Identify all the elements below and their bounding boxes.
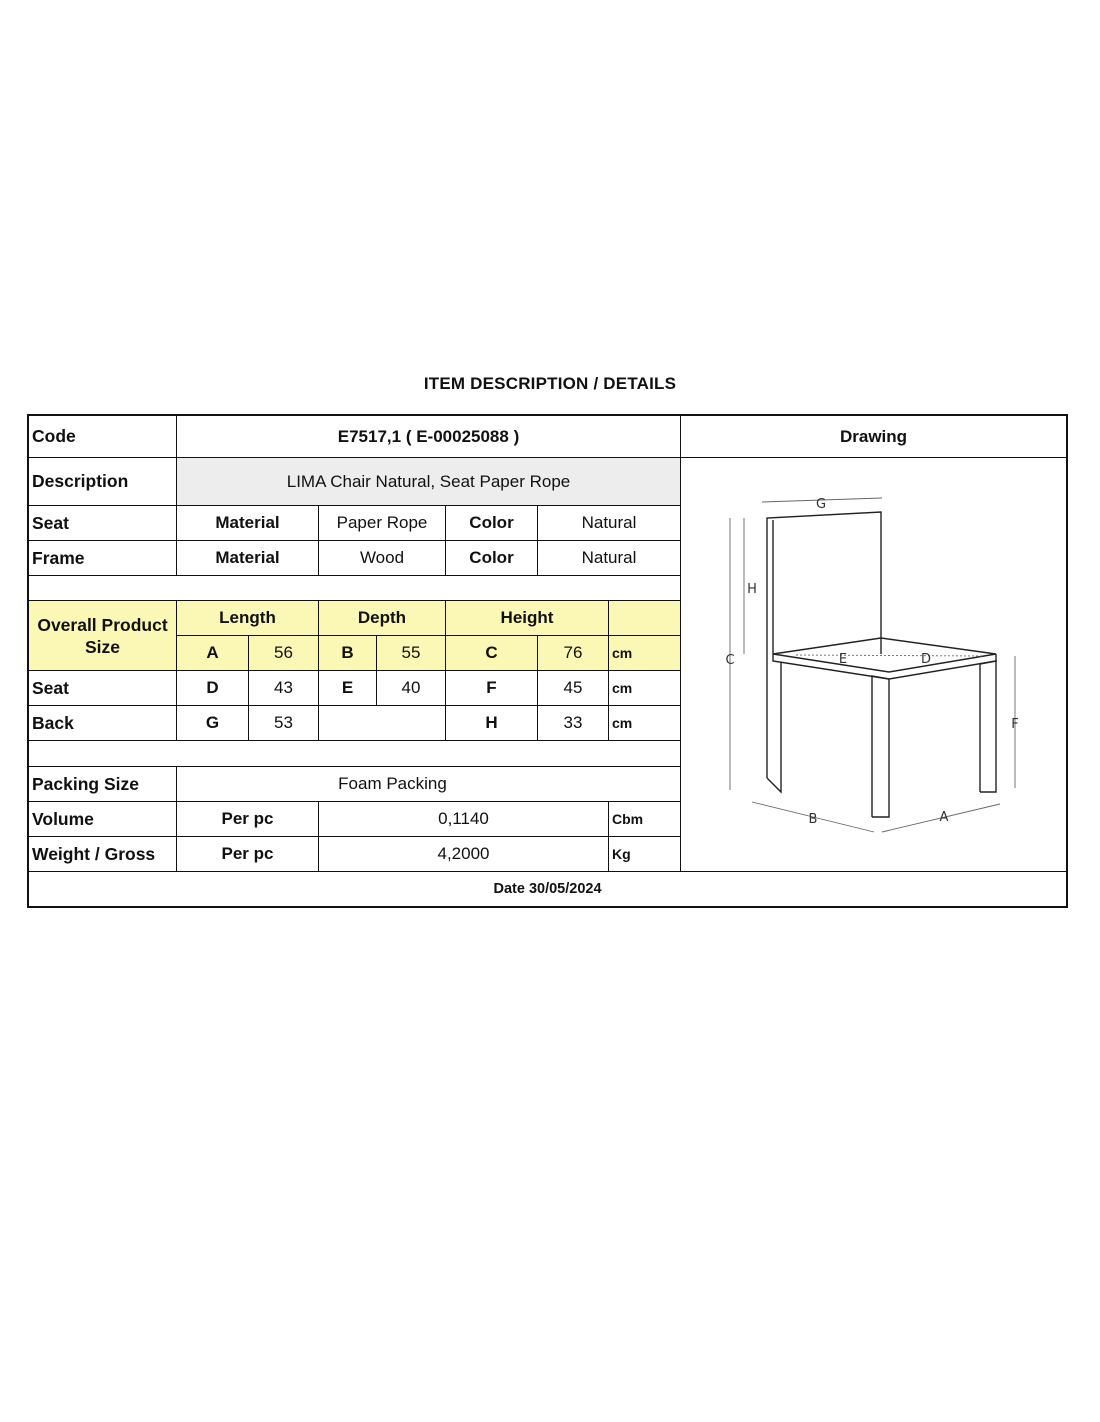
volume-label: Volume — [32, 808, 94, 829]
drawing-label-b: B — [808, 812, 818, 827]
drawing-label-g: G — [815, 497, 827, 512]
packing-value: Foam Packing — [338, 774, 447, 793]
date-footer: Date 30/05/2024 — [493, 881, 602, 897]
description-label: Description — [32, 471, 129, 491]
dim-value-h: 33 — [563, 713, 583, 732]
seat-color-label: Color — [469, 513, 514, 532]
seat-label: Seat — [32, 512, 69, 533]
dim-value-g: 53 — [274, 713, 293, 732]
weight-unit: Kg — [612, 846, 631, 862]
weight-per: Per pc — [221, 844, 274, 863]
dim-value-d: 43 — [274, 678, 293, 697]
grid-line — [29, 575, 681, 576]
drawing-label-f: F — [1011, 717, 1019, 732]
dim-value-a: 56 — [274, 643, 293, 662]
dim-key-a: A — [206, 643, 219, 662]
dim-key-h: H — [485, 713, 498, 732]
dim-line-de — [796, 655, 982, 656]
frame-material-label: Material — [215, 548, 280, 567]
drawing-label-h: H — [747, 582, 757, 597]
overall-size-label: Overall Product Size — [37, 614, 168, 657]
volume-unit: Cbm — [612, 811, 644, 827]
unit-cm: cm — [612, 645, 633, 661]
dim-key-d: D — [206, 678, 219, 697]
chair-drawing — [682, 458, 1066, 870]
drawing-label-e: E — [838, 652, 848, 667]
chair-back-outline — [767, 512, 881, 778]
packing-label: Packing Size — [32, 773, 139, 794]
dim-key-c: C — [485, 643, 498, 662]
frame-color-label: Color — [469, 548, 514, 567]
code-value: E7517,1 ( E-00025088 ) — [337, 426, 520, 446]
seat-dims-label: Seat — [32, 677, 69, 698]
chair-front-right-leg — [980, 661, 996, 792]
dim-value-c: 76 — [563, 643, 583, 662]
drawing-label-a: A — [939, 810, 949, 825]
drawing-label: Drawing — [839, 426, 908, 446]
frame-material: Wood — [359, 548, 405, 567]
seat-color: Natural — [581, 513, 637, 532]
unit-cm: cm — [612, 715, 633, 731]
seat-material-label: Material — [215, 513, 280, 532]
unit-cm: cm — [612, 680, 633, 696]
chair-back-left-leg — [767, 663, 781, 792]
dim-key-e: E — [341, 678, 354, 697]
weight-value: 4,2000 — [437, 844, 490, 863]
frame-label: Frame — [32, 547, 85, 568]
grid-line — [29, 740, 681, 741]
code-label: Code — [32, 426, 76, 446]
drawing-label-c: C — [725, 653, 735, 668]
frame-color: Natural — [581, 548, 637, 567]
dim-key-g: G — [205, 713, 220, 732]
drawing-label-d: D — [920, 652, 932, 667]
dim-key-f: F — [486, 678, 497, 697]
depth-label: Depth — [357, 608, 407, 627]
dim-value-f: 45 — [563, 678, 583, 697]
volume-per: Per pc — [221, 809, 274, 828]
seat-material: Paper Rope — [336, 513, 428, 532]
back-dims-label: Back — [32, 712, 74, 733]
volume-value: 0,1140 — [438, 809, 489, 828]
chair-front-left-leg — [872, 676, 889, 817]
description-value: LIMA Chair Natural, Seat Paper Rope — [286, 471, 571, 491]
page-title: ITEM DESCRIPTION / DETAILS — [423, 374, 677, 393]
height-label: Height — [500, 608, 554, 627]
weight-label: Weight / Gross — [32, 843, 156, 864]
length-label: Length — [219, 608, 276, 627]
dim-key-b: B — [341, 643, 354, 662]
dim-value-e: 40 — [401, 678, 421, 697]
dim-value-b: 55 — [401, 643, 421, 662]
chair-seat-edge — [773, 654, 996, 679]
